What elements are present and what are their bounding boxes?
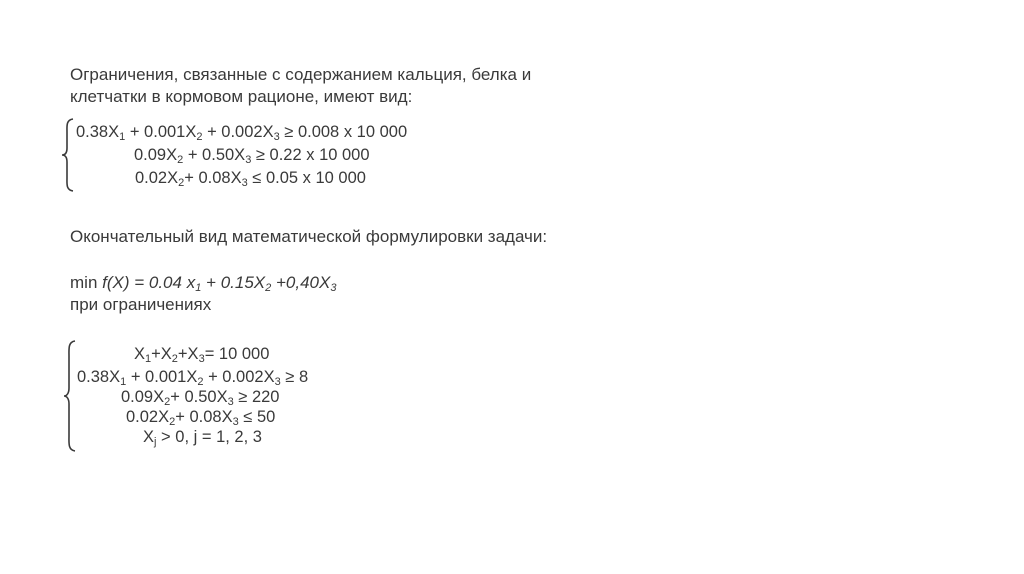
system1-row-2: $0.09X_2 + 0.50X_3 \ge 0.22$ х 10 000 bbox=[134, 146, 370, 166]
system2-row-2: $0.38X_1 + 0.001X_2 + 0.002X_3 \ge 8$ bbox=[77, 368, 309, 388]
system2-row-3: $0.09X_2+ 0.50X_3 \ge 220$ bbox=[121, 388, 280, 408]
system2-row-4: $0.02X_2+ 0.08X_3 \le 50$ bbox=[126, 408, 276, 428]
system1-row-3: $0.02X_2+ 0.08X_3 \le 0.05$ х 10 000 bbox=[135, 169, 366, 189]
left-brace-system-2 bbox=[62, 340, 78, 452]
subject-to-label: при ограничениях bbox=[70, 295, 212, 314]
left-brace-system-1 bbox=[60, 118, 76, 192]
objective-function: min f(X) = 0.04 $x_1 + 0.15X_2 +0,40X_3$ bbox=[70, 273, 337, 294]
intro-line-2: клетчатки в кормовом рационе, имеют вид: bbox=[70, 87, 413, 106]
system2-row-1: $X_1+X_2+X_3= 10$ 000 bbox=[134, 345, 270, 365]
system2-row-5: $X_j > 0$, j = 1, 2, 3 bbox=[143, 428, 262, 448]
intro-line-1: Ограничения, связанные с содержанием кальция, белка и bbox=[70, 65, 532, 84]
system1-row-1: $0.38X_1 + 0.001X_2 + 0.002X_3 \ge 0.008$ х 10 000 bbox=[76, 123, 408, 143]
final-heading: Окончательный вид математической формулировки задачи: bbox=[70, 227, 548, 246]
